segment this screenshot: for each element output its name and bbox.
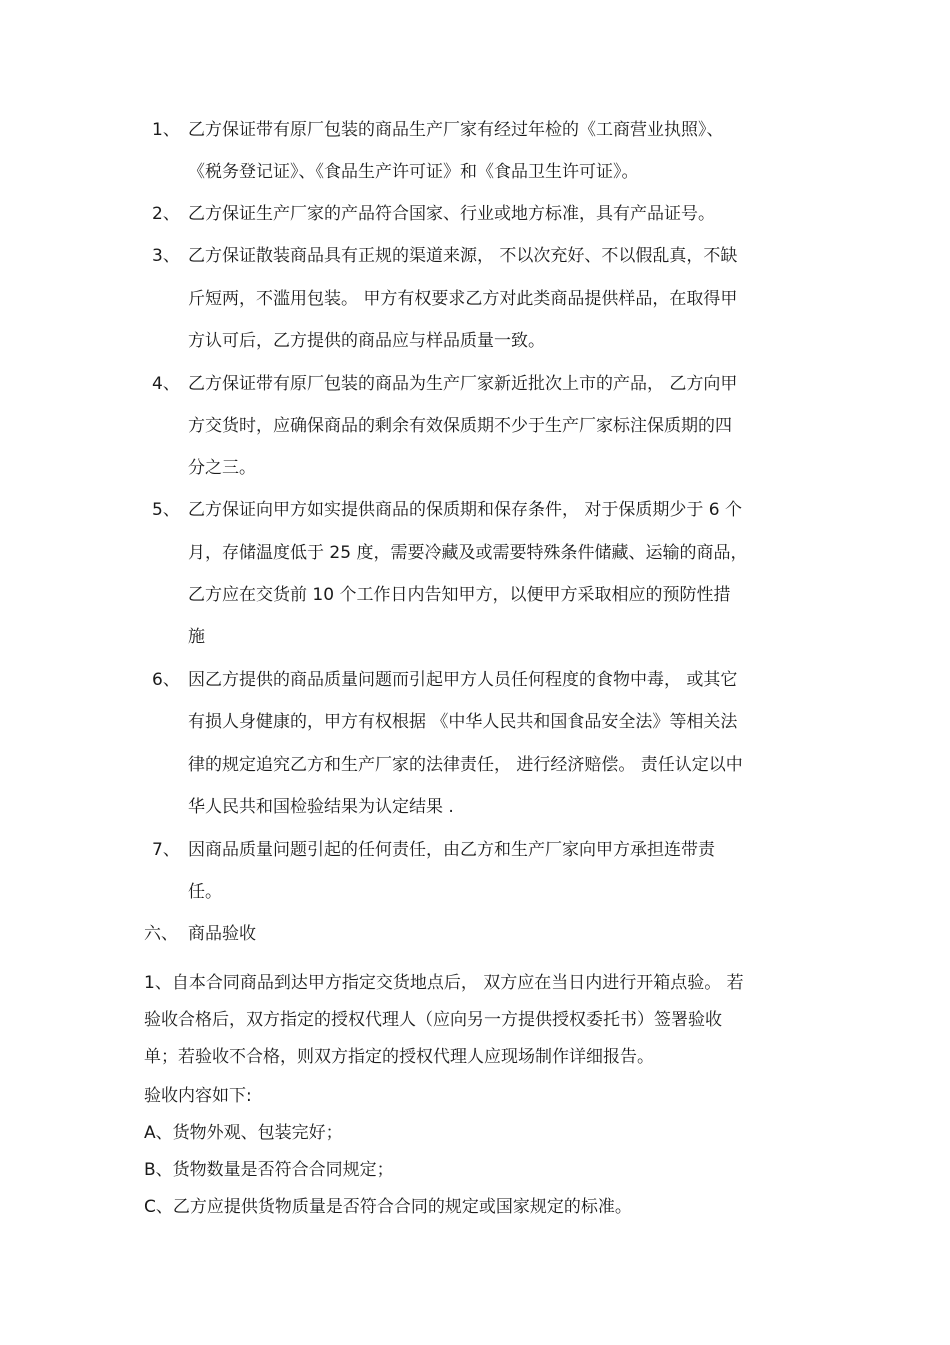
item-number: 1、 bbox=[152, 120, 180, 140]
item-text-line: 乙方保证生产厂家的产品符合国家、行业或地方标准，具有产品证号。 bbox=[188, 204, 715, 224]
item-number: 3、 bbox=[152, 246, 180, 266]
item-number: 6、 bbox=[152, 670, 180, 690]
paragraph-line: 1、自本合同商品到达甲方指定交货地点后， 双方应在当日内进行开箱点验。 若 bbox=[144, 973, 744, 993]
item-text-line: 施 bbox=[188, 627, 205, 647]
acceptance-intro: 验收内容如下: bbox=[144, 1086, 252, 1106]
item-text-line: 斤短两，不滥用包装。 甲方有权要求乙方对此类商品提供样品，在取得甲 bbox=[188, 289, 738, 309]
item-text-line: 乙方保证散装商品具有正规的渠道来源， 不以次充好、不以假乱真，不缺 bbox=[188, 246, 738, 266]
item-text-line: 有损人身健康的，甲方有权根据 《中华人民共和国食品安全法》等相关法 bbox=[188, 712, 738, 732]
section-number: 六、 bbox=[144, 924, 178, 944]
item-number: 2、 bbox=[152, 204, 180, 224]
item-number: 4、 bbox=[152, 374, 180, 394]
paragraph-line: 验收合格后，双方指定的授权代理人（应向另一方提供授权委托书）签署验收 bbox=[144, 1010, 722, 1030]
item-text-line: 律的规定追究乙方和生产厂家的法律责任， 进行经济赔偿。 责任认定以中 bbox=[188, 755, 743, 775]
item-text-line: 乙方保证带有原厂包装的商品生产厂家有经过年检的《工商营业执照》、 bbox=[188, 120, 724, 140]
item-text-line: 因乙方提供的商品质量问题而引起甲方人员任何程度的食物中毒， 或其它 bbox=[188, 670, 738, 690]
item-text-line: 月，存储温度低于 25 度，需要冷藏及或需要特殊条件储藏、运输的商品， bbox=[188, 543, 748, 563]
item-text-line: 任。 bbox=[188, 882, 222, 902]
item-number: 7、 bbox=[152, 840, 180, 860]
paragraph-line: 单；若验收不合格，则双方指定的授权代理人应现场制作详细报告。 bbox=[144, 1047, 654, 1067]
item-text-line: 乙方应在交货前 10 个工作日内告知甲方，以便甲方采取相应的预防性措 bbox=[188, 585, 731, 605]
item-text-line: 因商品质量问题引起的任何责任，由乙方和生产厂家向甲方承担连带责 bbox=[188, 840, 715, 860]
item-text-line: 华人民共和国检验结果为认定结果 . bbox=[188, 797, 454, 817]
item-text-line: 乙方保证向甲方如实提供商品的保质期和保存条件， 对于保质期少于 6 个 bbox=[188, 500, 743, 520]
item-text-line: 乙方保证带有原厂包装的商品为生产厂家新近批次上市的产品， 乙方向甲 bbox=[188, 374, 738, 394]
item-text-line: 方交货时，应确保商品的剩余有效保质期不少于生产厂家标注保质期的四 bbox=[188, 416, 732, 436]
acceptance-item: A、货物外观、包装完好； bbox=[144, 1123, 343, 1143]
item-text-line: 分之三。 bbox=[188, 458, 256, 478]
item-number: 5、 bbox=[152, 500, 180, 520]
section-title: 商品验收 bbox=[188, 924, 256, 944]
acceptance-item: C、乙方应提供货物质量是否符合合同的规定或国家规定的标准。 bbox=[144, 1197, 632, 1217]
item-text-line: 《税务登记证》、《食品生产许可证》和《食品卫生许可证》。 bbox=[188, 162, 639, 182]
item-text-line: 方认可后，乙方提供的商品应与样品质量一致。 bbox=[188, 331, 545, 351]
acceptance-item: B、货物数量是否符合合同规定； bbox=[144, 1160, 394, 1180]
